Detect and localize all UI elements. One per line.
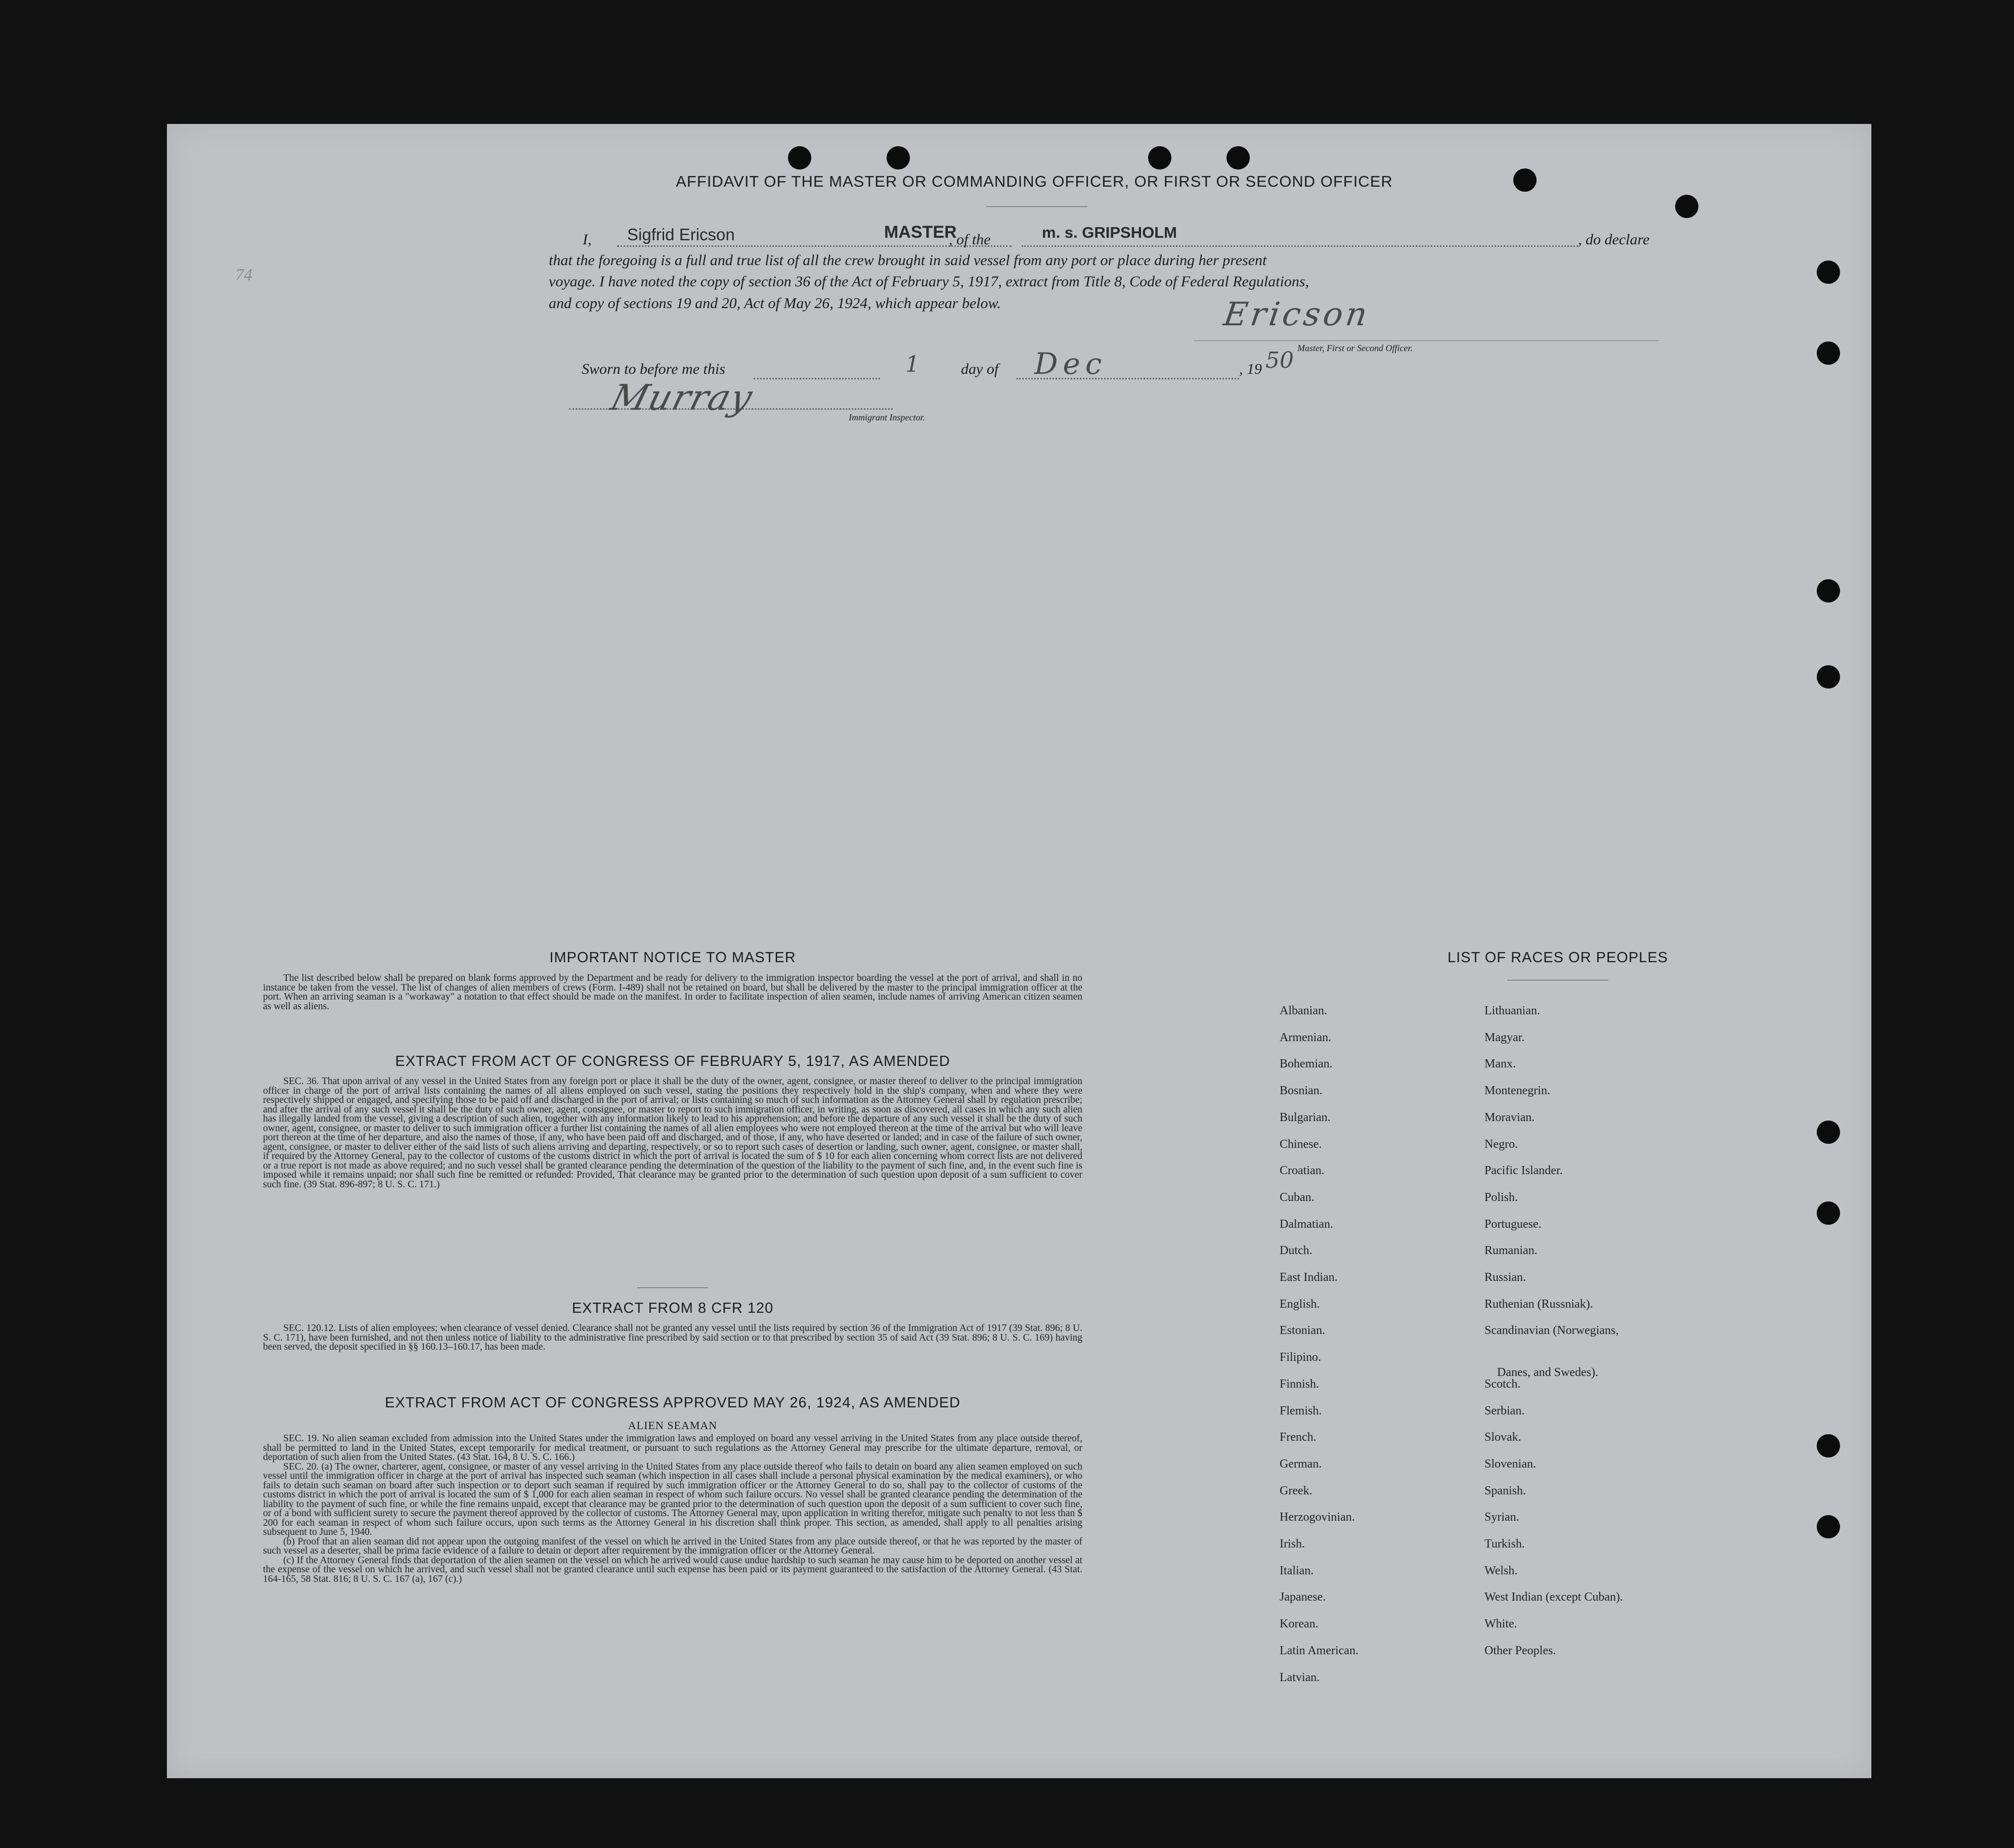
extract-1924-title: EXTRACT FROM ACT OF CONGRESS APPROVED MAY 26, 1924, AS AMENDED bbox=[385, 1395, 960, 1411]
punch-hole bbox=[1817, 1201, 1840, 1225]
document-page bbox=[167, 124, 1871, 1778]
race-item: French. bbox=[1280, 1431, 1317, 1444]
section-rule bbox=[637, 1287, 708, 1288]
race-item: Bosnian. bbox=[1280, 1084, 1323, 1098]
race-item: Ruthenian (Russniak). bbox=[1484, 1297, 1593, 1311]
race-item: Chinese. bbox=[1280, 1137, 1322, 1151]
day-value: 1 bbox=[905, 352, 920, 377]
signature-rule bbox=[1194, 340, 1659, 341]
year-prefix: , 19 bbox=[1239, 361, 1262, 377]
race-item: Serbian. bbox=[1484, 1404, 1525, 1417]
sec-20c-paragraph bbox=[263, 1556, 1082, 1584]
sec-20b-text: (b) Proof that an alien seaman did not appear upon the outgoing manifest of the vessel on which he arrived in the United States from any place outside thereof, or that he was reported by the master of such vessel as a deserter, shall be prima facie evidence of a failure to detain or deport after requirement by the immigration officer or the Attorney General. bbox=[263, 1536, 1082, 1556]
punch-hole bbox=[1817, 665, 1840, 689]
punch-hole bbox=[1227, 146, 1250, 169]
race-item: Danes, and Swedes). bbox=[1497, 1366, 1598, 1380]
punch-hole bbox=[1817, 579, 1840, 603]
race-item: Rumanian. bbox=[1484, 1244, 1538, 1258]
month-value: Dec bbox=[1034, 347, 1107, 381]
margin-mark: 74 bbox=[235, 266, 252, 284]
race-item: White. bbox=[1484, 1617, 1517, 1631]
affidavit-title: AFFIDAVIT OF THE MASTER OR COMMANDING OFFICER, OR FIRST OR SECOND OFFICER bbox=[676, 173, 1393, 190]
inspector-signature: Murray bbox=[606, 377, 758, 418]
sec-20a-text: SEC. 20. (a) The owner, charterer, agent, consignee, or master of any vessel arriving in the United States from any place outside thereof who fails to detain on board any alien seamen employed on such vessel until the immigration officer in charge at the port of arrival has inspected such seaman (which inspection in all cases shall include a personal physical examination by the medical examiners), or who fails to detain such seaman on board after such inspection or to deport such seaman if required by such immigration officer or the Attorney General to do so, shall pay to the collector of customs of the customs district in which the port of arrival is located the sum of $ 1,000 for each alien seaman in respect of whom such failure occurs. No vessel shall be granted clearance pending the determination of the liability to the payment of such fine, or while the fine remains unpaid, except that clearance may be granted prior to the determination of such question upon the deposit of a sum sufficient to cover such fine, or of a bond with sufficient surety to secure the payment thereof approved by the collector of customs. The Attorney General may, upon application in writing therefor, mitigate such penalty to not less than $ 200 for each seaman in respect of whom such failure occurs, upon such terms as the Attorney General in his discretion shall think proper. This section, as amended, shall apply to all penalties arising subsequent to June 5, 1940. bbox=[263, 1461, 1082, 1537]
races-title: LIST OF RACES OR PEOPLES bbox=[1447, 950, 1669, 966]
extract-1917-body bbox=[263, 1077, 1082, 1189]
race-item: German. bbox=[1280, 1457, 1322, 1471]
race-item: Slovak. bbox=[1484, 1431, 1521, 1444]
race-item: Magyar. bbox=[1484, 1030, 1525, 1044]
sec-19-text: SEC. 19. No alien seaman excluded from admission into the United States under the immigration laws and employed on board any vessel arriving in the United States from any place outside thereof, shall be permitted to land in the United States, except temporarily for medical treatment, or pursuant to such regulations as the Attorney General may prescribe for the ultimate departure, removal, or deportation of such alien from the United States. (43 Stat. 164, 8 U. S. C. 166.) bbox=[263, 1433, 1082, 1463]
sec-36-text: SEC. 36. That upon arrival of any vessel in the United States from any foreign port or place it shall be the duty of the owner, agent, consignee, or master thereof to deliver to the principal immigration officer in charge of the port of arrival lists containing the names of all aliens employed on such vessel, stating the positions they respectively hold in the ship's company, when and where they were respectively shipped or engaged, and specifying those to be paid off and discharged in the port of arrival; or lists containing so much of such information as the Attorney General shall by regulation prescribe; and after the arrival of any such vessel it shall be the duty of such owner, agent, consignee, or master to report to such immigration officer, in writing, as soon as discovered, all cases in which any such alien has illegally landed from the vessel, giving a description of such alien, together with any information likely to lead to his apprehension; and before the departure of any such vessel it shall be the duty of such owner, agent, consignee, or master to deliver to such immigration officer a further list containing the names of all alien employees who were not employed thereon at the time of the arrival but who will leave port thereon at the time of her departure, and also the names of those, if any, who have been paid off and discharged, and of those, if any, who have deserted or landed; and in case of the failure of such owner, agent, consignee, or master to deliver either of the said lists of such aliens arriving and departing, respectively, or so to report such cases of desertion or landing, such owner, agent, consignee, or master shall, if required by the Attorney General, pay to the collector of customs of the customs district in which the port of arrival is located the sum of $ 10 for each alien concerning whom correct lists are not delivered or a true report is not made as above required; and no such vessel shall be granted clearance pending the determination of the question of the liability to the payment of such fine, and, in the event such fine is imposed while it remains unpaid; nor shall such fine be remitted or refunded: Provided, That clearance may be granted prior to the determination of such question upon deposit of a sum sufficient to cover such fine. (39 Stat. 896-897; 8 U. S. C. 171.) bbox=[263, 1076, 1082, 1190]
pronoun: I, bbox=[583, 231, 592, 248]
race-item: Flemish. bbox=[1280, 1404, 1322, 1417]
race-item: Scotch. bbox=[1484, 1377, 1521, 1391]
race-item: Cuban. bbox=[1280, 1190, 1315, 1204]
race-item: Slovenian. bbox=[1484, 1457, 1536, 1471]
title-rule bbox=[986, 206, 1087, 207]
race-item: Irish. bbox=[1280, 1537, 1305, 1551]
race-item: Turkish. bbox=[1484, 1537, 1525, 1551]
extract-1924-body bbox=[263, 1434, 1082, 1584]
race-item: Spanish. bbox=[1484, 1484, 1526, 1497]
declaration-line-3: voyage. I have noted the copy of section 36 of the Act of February 5, 1917, extract from Title 8, Code of Federal Regulations, bbox=[549, 273, 1309, 290]
notice-title: IMPORTANT NOTICE TO MASTER bbox=[549, 950, 796, 966]
race-item: Korean. bbox=[1280, 1617, 1319, 1631]
punch-hole bbox=[1675, 195, 1698, 218]
race-item: Other Peoples. bbox=[1484, 1644, 1556, 1657]
master-name: Sigfrid Ericson bbox=[627, 225, 735, 244]
race-item: Italian. bbox=[1280, 1564, 1314, 1577]
race-item: Moravian. bbox=[1484, 1110, 1535, 1124]
punch-hole bbox=[1817, 1121, 1840, 1144]
race-item: Latin American. bbox=[1280, 1644, 1359, 1657]
race-item: Bulgarian. bbox=[1280, 1110, 1331, 1124]
vessel-dots bbox=[1022, 245, 1578, 247]
race-item: Syrian. bbox=[1484, 1511, 1519, 1524]
race-item: Russian. bbox=[1484, 1271, 1526, 1284]
do-declare: , do declare bbox=[1578, 231, 1650, 248]
race-item: Scandinavian (Norwegians, bbox=[1484, 1324, 1619, 1338]
sec-120-12-text: SEC. 120.12. Lists of alien employees; when clearance of vessel denied. Clearance shall not be granted any vessel until the lists required by section 36 of the Immigration Act of 1917 (39 Stat. 896; 8 U. S. C. 171), have been furnished, and not then unless notice of liability to the administrative fine prescribed by said section or to that prescribed by section 35 of said Act (39 Stat. 896; 8 U. S. C. 169) having been served, the deposit specified in §§ 160.13–160.17, has been made. bbox=[263, 1323, 1082, 1352]
punch-hole bbox=[788, 146, 811, 169]
race-item: Welsh. bbox=[1484, 1564, 1518, 1577]
sec-20c-text: (c) If the Attorney General finds that deportation of the alien seamen on the vessel on which he arrived would cause undue hardship to such seaman he may cause him to be deported on another vessel at the expense of the vessel on which he arrived, and such vessel shall not be granted clearance until such expense has been paid or its payment guaranteed to the satisfaction of the Attorney General. (43 Stat. 164-165, 58 Stat. 816; 8 U. S. C. 167 (a), 167 (c).) bbox=[263, 1555, 1082, 1584]
race-item: East Indian. bbox=[1280, 1271, 1338, 1284]
extract-1917-title: EXTRACT FROM ACT OF CONGRESS OF FEBRUARY 5, 1917, AS AMENDED bbox=[395, 1053, 950, 1069]
race-item: Latvian. bbox=[1280, 1670, 1320, 1684]
race-item: Montenegrin. bbox=[1484, 1084, 1550, 1098]
race-item: Croatian. bbox=[1280, 1164, 1325, 1178]
race-item: Dutch. bbox=[1280, 1244, 1312, 1258]
notice-text: The list described below shall be prepared on blank forms approved by the Department and be ready for delivery to the immigration inspector boarding the vessel at the port of arrival, and shall in no instance be taken from the vessel. The list of changes of alien members of crews (Form. I-489) shall not be retained on board, but shall be delivered by the master to the principal immigration officer at the port. When an arriving seaman is a "workaway" a notation to that effect should be made on the manifest. In order to facilitate inspection of alien seamen, include names of arriving American citizen seamen as well as aliens. bbox=[263, 973, 1082, 1012]
race-item: Polish. bbox=[1484, 1190, 1518, 1204]
master-signature: Ericson bbox=[1221, 296, 1373, 333]
race-item: West Indian (except Cuban). bbox=[1484, 1591, 1623, 1604]
of-the: , of the bbox=[949, 231, 991, 248]
vessel-name: m. s. GRIPSHOLM bbox=[1042, 224, 1177, 241]
notice-body bbox=[263, 974, 1082, 1011]
race-item: Bohemian. bbox=[1280, 1057, 1333, 1071]
sworn-label: Sworn to before me this bbox=[582, 361, 725, 377]
race-item: Armenian. bbox=[1280, 1030, 1331, 1044]
race-item: Manx. bbox=[1484, 1057, 1516, 1071]
extract-cfr-title: EXTRACT FROM 8 CFR 120 bbox=[572, 1300, 774, 1316]
sec-19-paragraph bbox=[263, 1434, 1082, 1463]
race-item: Negro. bbox=[1484, 1137, 1518, 1151]
punch-hole bbox=[1513, 168, 1537, 192]
race-item: Greek. bbox=[1280, 1484, 1312, 1497]
race-item: Albanian. bbox=[1280, 1004, 1327, 1017]
declaration-line-4: and copy of sections 19 and 20, Act of May 26, 1924, which appear below. bbox=[549, 295, 1001, 312]
sec-20b-paragraph bbox=[263, 1537, 1082, 1556]
extract-cfr-body bbox=[263, 1324, 1082, 1352]
punch-hole bbox=[1817, 341, 1840, 365]
sec-20a-paragraph bbox=[263, 1463, 1082, 1537]
day-of-label: day of bbox=[961, 361, 999, 377]
race-item: Pacific Islander. bbox=[1484, 1164, 1563, 1178]
punch-hole bbox=[1817, 1515, 1840, 1538]
race-item: Lithuanian. bbox=[1484, 1004, 1540, 1017]
punch-hole bbox=[1817, 1434, 1840, 1457]
declaration-line-2: that the foregoing is a full and true list of all the crew brought in said vessel from any port or place during her present bbox=[549, 252, 1267, 269]
year-value: 50 bbox=[1265, 348, 1294, 373]
inspector-caption: Immigrant Inspector. bbox=[849, 412, 925, 422]
alien-seaman-subtitle: ALIEN SEAMAN bbox=[628, 1419, 718, 1432]
race-item: Estonian. bbox=[1280, 1324, 1325, 1338]
punch-hole bbox=[887, 146, 910, 169]
race-item: English. bbox=[1280, 1297, 1320, 1311]
rank: MASTER bbox=[884, 223, 957, 242]
race-item: Japanese. bbox=[1280, 1591, 1326, 1604]
signature-caption: Master, First or Second Officer. bbox=[1297, 343, 1413, 353]
day-dots bbox=[754, 378, 880, 379]
race-item: Finnish. bbox=[1280, 1377, 1320, 1391]
race-item: Portuguese. bbox=[1484, 1217, 1542, 1231]
punch-hole bbox=[1148, 146, 1171, 169]
race-item: Filipino. bbox=[1280, 1351, 1322, 1364]
punch-hole bbox=[1817, 261, 1840, 284]
race-item: Herzogovinian. bbox=[1280, 1511, 1355, 1524]
race-item: Dalmatian. bbox=[1280, 1217, 1333, 1231]
